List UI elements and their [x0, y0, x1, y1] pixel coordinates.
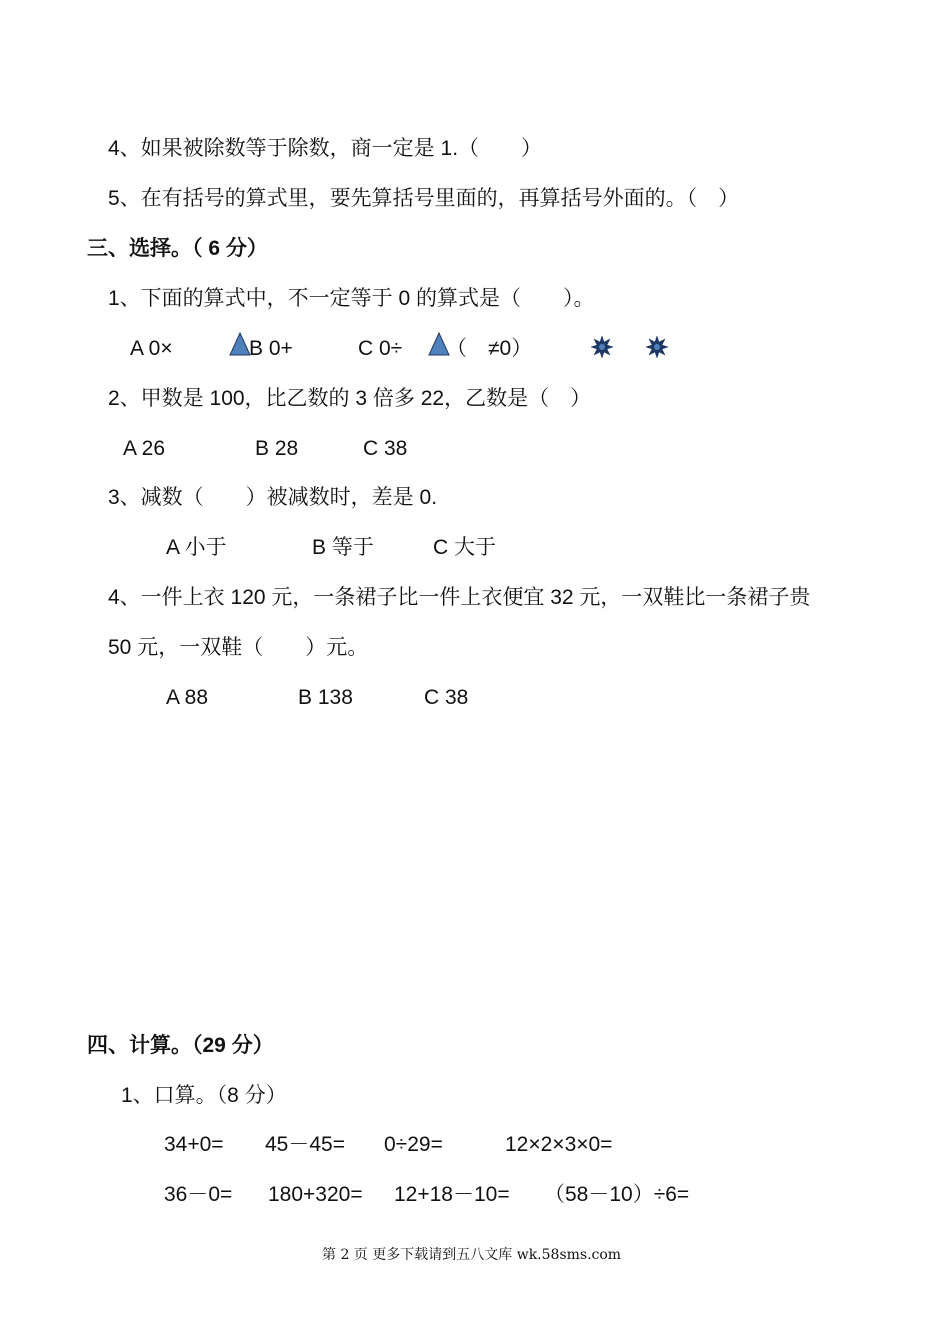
q2-option-a: A 26: [123, 437, 166, 460]
page-footer: 第 2 页 更多下载请到五八文库 wk.58sms.com: [322, 1247, 622, 1263]
q3-option-b: B 等于: [312, 536, 374, 559]
calc-item: 12×2×3×0=: [505, 1133, 613, 1156]
oral-calc-heading: 1、口算。（8 分）: [121, 1084, 287, 1107]
choice-question-3: 3、减数（ ）被减数时，差是 0.: [108, 486, 438, 509]
choice-question-1: 1、下面的算式中，不一定等于 0 的算式是（ ）。: [108, 287, 595, 310]
q4-option-c: C 38: [424, 686, 469, 709]
choice-question-4-line-2: 50 元，一双鞋（ ）元。: [108, 636, 369, 659]
star-burst-icon: [590, 335, 614, 359]
q3-option-a: A 小于: [166, 536, 227, 559]
q3-option-c: C 大于: [433, 536, 496, 559]
calc-item: 34+0=: [164, 1133, 224, 1156]
star-burst-icon: [645, 335, 669, 359]
judgement-question-4: 4、如果被除数等于除数，商一定是 1.（ ）: [108, 137, 543, 160]
q1-option-c-condition: （ ≠0）: [446, 337, 533, 360]
calc-item: 36－0=: [164, 1183, 233, 1206]
q4-option-a: A 88: [166, 686, 209, 709]
judgement-question-5: 5、在有括号的算式里，要先算括号里面的，再算括号外面的。（ ）: [108, 187, 740, 210]
triangle-icon: [229, 332, 251, 356]
calc-item: 12+18－10=: [394, 1183, 510, 1206]
q2-option-b: B 28: [255, 437, 299, 460]
q1-option-b: B 0+: [249, 337, 293, 360]
choice-question-4-line-1: 4、一件上衣 120 元，一条裙子比一件上衣便宜 32 元，一双鞋比一条裙子贵: [108, 586, 811, 609]
section-3-title: 三、选择。（ 6 分）: [87, 237, 268, 260]
q4-option-b: B 138: [298, 686, 353, 709]
section-4-title: 四、计算。（29 分）: [87, 1034, 274, 1057]
calc-item: 0÷29=: [384, 1133, 443, 1156]
q1-option-a: A 0×: [130, 337, 173, 360]
q2-option-c: C 38: [363, 437, 408, 460]
calc-item: 45－45=: [265, 1133, 345, 1156]
calc-item: （58－10）÷6=: [544, 1183, 690, 1206]
calc-item: 180+320=: [268, 1183, 363, 1206]
choice-question-2: 2、甲数是 100，比乙数的 3 倍多 22，乙数是（ ）: [108, 387, 592, 410]
q1-option-c: C 0÷: [358, 337, 403, 360]
